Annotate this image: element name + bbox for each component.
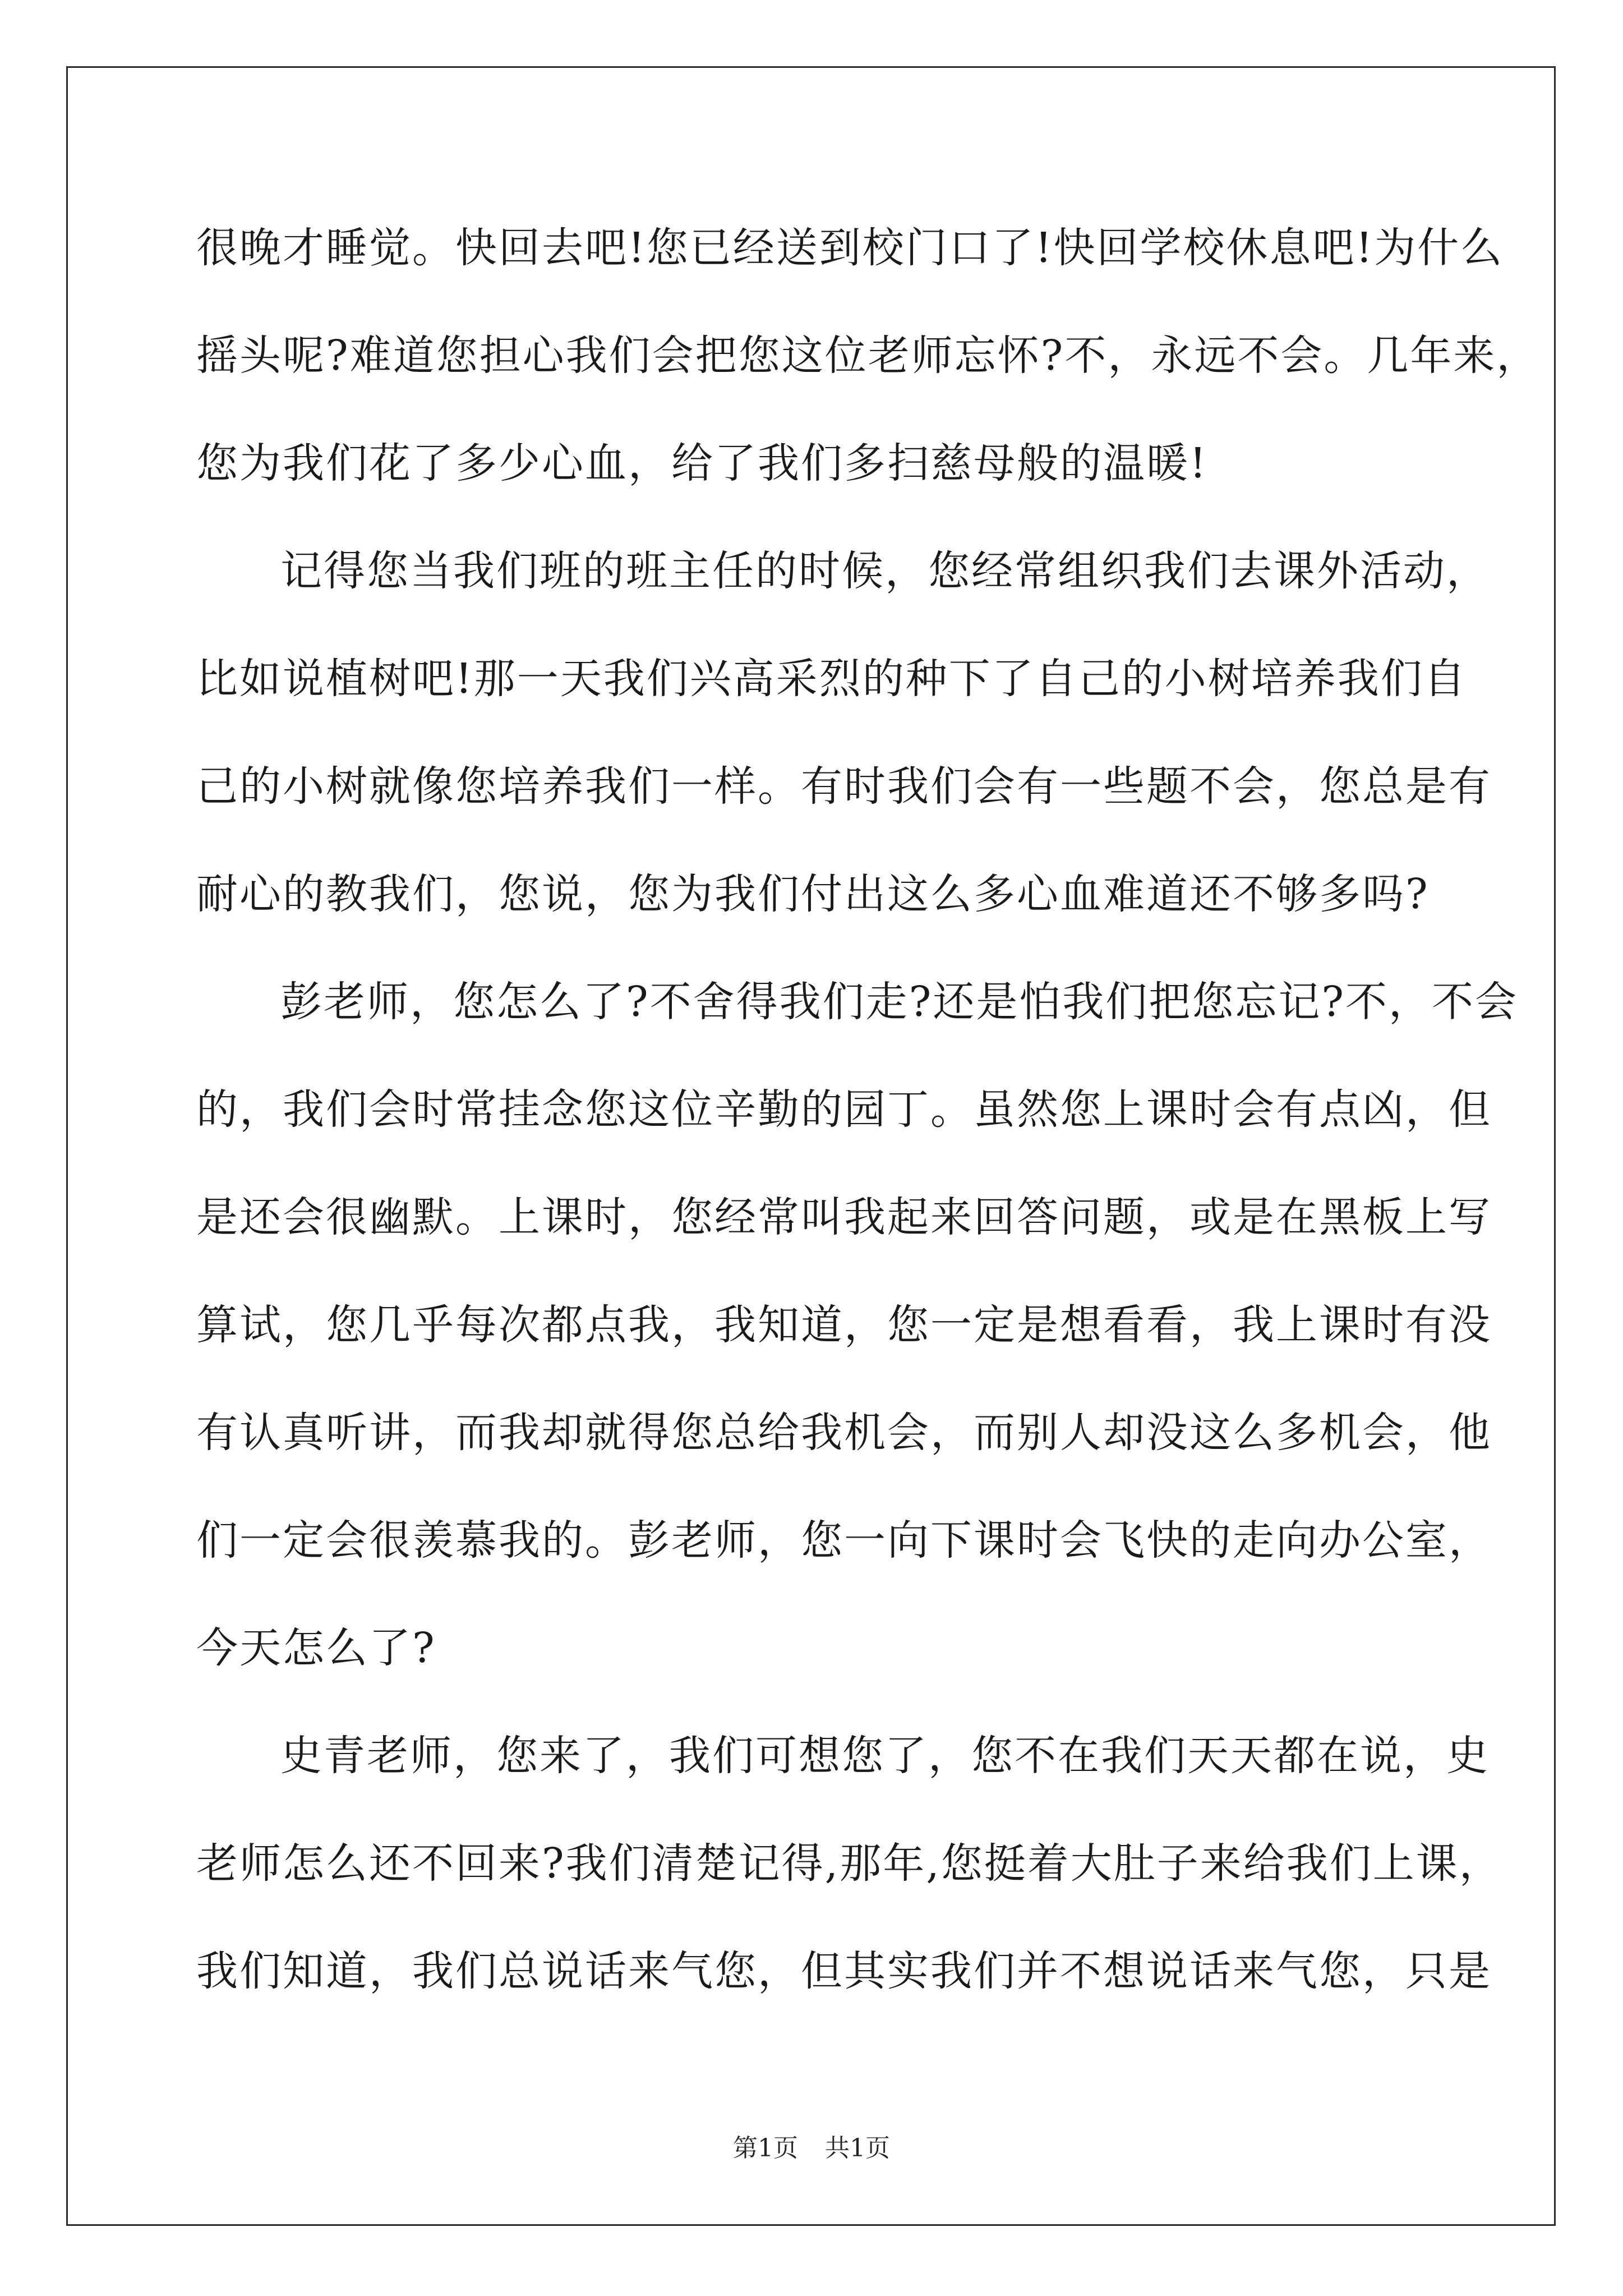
paragraph-start-line: 史青老师，您来了，我们可想您了，您不在我们天天都在说，史 xyxy=(280,1732,1490,1780)
page-footer xyxy=(0,2132,1623,2165)
text-line: 我们知道，我们总说话来气您，但其实我们并不想说话来气您，只是 xyxy=(196,1947,1492,1995)
text-line: 己的小树就像您培养我们一样。有时我们会有一些题不会，您总是有 xyxy=(196,762,1492,811)
page-number: 第1页 xyxy=(733,2134,798,2162)
text-line: 们一定会很羡慕我的。彭老师，您一向下课时会飞快的走向办公室， xyxy=(196,1516,1492,1565)
text-line: 您为我们花了多少心血，给了我们多扫慈母般的温暖! xyxy=(196,439,1208,487)
text-line: 很晚才睡觉。快回去吧!您已经送到校门口了!快回学校休息吧!为什么 xyxy=(196,224,1504,272)
paragraph-start-line: 记得您当我们班的班主任的时候，您经常组织我们去课外活动， xyxy=(280,547,1490,595)
text-line: 有认真听讲，而我却就得您总给我机会，而别人却没这么多机会，他 xyxy=(196,1409,1492,1457)
text-line: 摇头呢?难道您担心我们会把您这位老师忘怀?不，永远不会。几年来， xyxy=(196,332,1540,380)
text-line: 耐心的教我们，您说，您为我们付出这么多心血难道还不够多吗? xyxy=(196,870,1430,918)
paragraph-start-line: 彭老师，您怎么了?不舍得我们走?还是怕我们把您忘记?不，不会 xyxy=(280,978,1519,1026)
page-total: 共1页 xyxy=(825,2134,890,2162)
text-line: 老师怎么还不回来?我们清楚记得,那年,您挺着大肚子来给我们上课， xyxy=(196,1839,1502,1888)
text-line: 比如说植树吧!那一天我们兴高采烈的种下了自己的小树培养我们自 xyxy=(196,655,1467,703)
text-line: 的，我们会时常挂念您这位辛勤的园丁。虽然您上课时会有点凶，但 xyxy=(196,1085,1492,1134)
text-line: 是还会很幽默。上课时，您经常叫我起来回答问题，或是在黑板上写 xyxy=(196,1193,1492,1241)
text-line: 今天怎么了? xyxy=(196,1624,436,1672)
document-body xyxy=(196,209,1540,2040)
text-line: 算试，您几乎每次都点我，我知道，您一定是想看看，我上课时有没 xyxy=(196,1301,1492,1349)
